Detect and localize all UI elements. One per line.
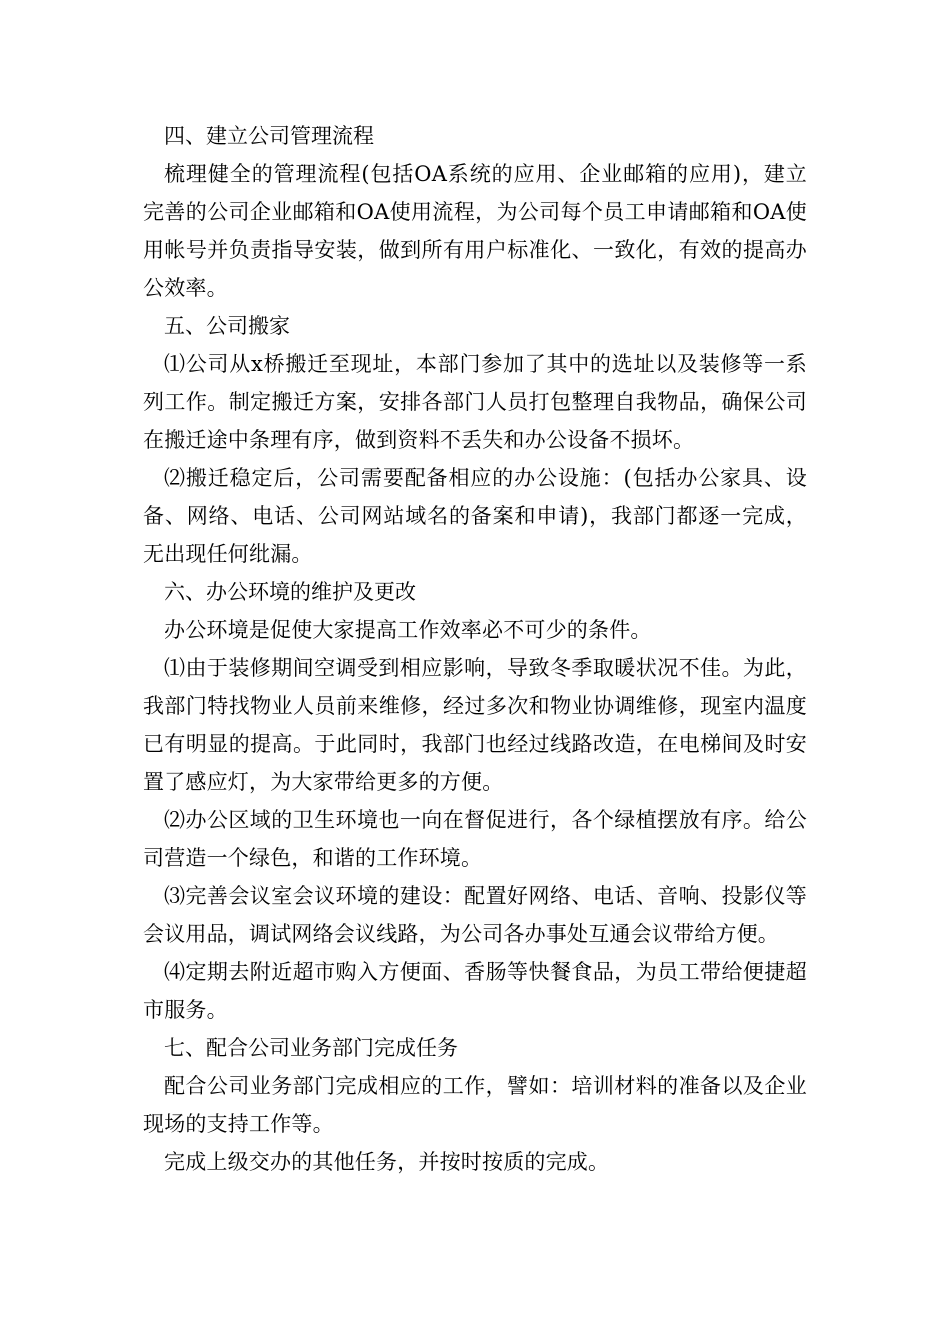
document-body: [143, 117, 807, 1181]
paragraph: ⑶完善会议室会议环境的建设：配置好网络、电话、音响、投影仪等会议用品，调试网络会议线路，为公司各办事处互通会议带给方便。: [143, 884, 807, 946]
paragraph: ⑷定期去附近超市购入方便面、香肠等快餐食品，为员工带给便捷超市服务。: [143, 960, 807, 1022]
section-heading: 七、配合公司业务部门完成任务: [164, 1036, 458, 1060]
section-heading: 五、公司搬家: [164, 314, 290, 338]
section-heading: 六、办公环境的维护及更改: [164, 580, 416, 604]
paragraph: ⑵办公区域的卫生环境也一向在督促进行，各个绿植摆放有序。给公司营造一个绿色，和谐的工作环境。: [143, 808, 807, 870]
paragraph: 完成上级交办的其他任务，并按时按质的完成。: [164, 1150, 610, 1174]
paragraph: ⑴公司从x桥搬迁至现址，本部门参加了其中的选址以及装修等一系列工作。制定搬迁方案，安排各部门人员打包整理自我物品，确保公司在搬迁途中条理有序，做到资料不丢失和办公设备不损坏。: [143, 352, 807, 452]
section-heading: 四、建立公司管理流程: [164, 124, 374, 148]
paragraph: 办公环境是促使大家提高工作效率必不可少的条件。: [164, 618, 652, 642]
paragraph: 梳理健全的管理流程(包括OA系统的应用、企业邮箱的应用)，建立完善的公司企业邮箱和OA使用流程，为公司每个员工申请邮箱和OA使用帐号并负责指导安装，做到所有用户标准化、一致化，有效的提高办公效率。: [143, 162, 807, 300]
paragraph: 配合公司业务部门完成相应的工作，譬如：培训材料的准备以及企业现场的支持工作等。: [143, 1074, 807, 1136]
paragraph: ⑴由于装修期间空调受到相应影响，导致冬季取暖状况不佳。为此，我部门特找物业人员前来维修，经过多次和物业协调维修，现室内温度已有明显的提高。于此同时，我部门也经过线路改造，在电梯间及时安置了感应灯，为大家带给更多的方便。: [143, 656, 807, 794]
paragraph: ⑵搬迁稳定后，公司需要配备相应的办公设施：(包括办公家具、设备、网络、电话、公司网站域名的备案和申请)，我部门都逐一完成，无出现任何纰漏。: [143, 466, 807, 566]
